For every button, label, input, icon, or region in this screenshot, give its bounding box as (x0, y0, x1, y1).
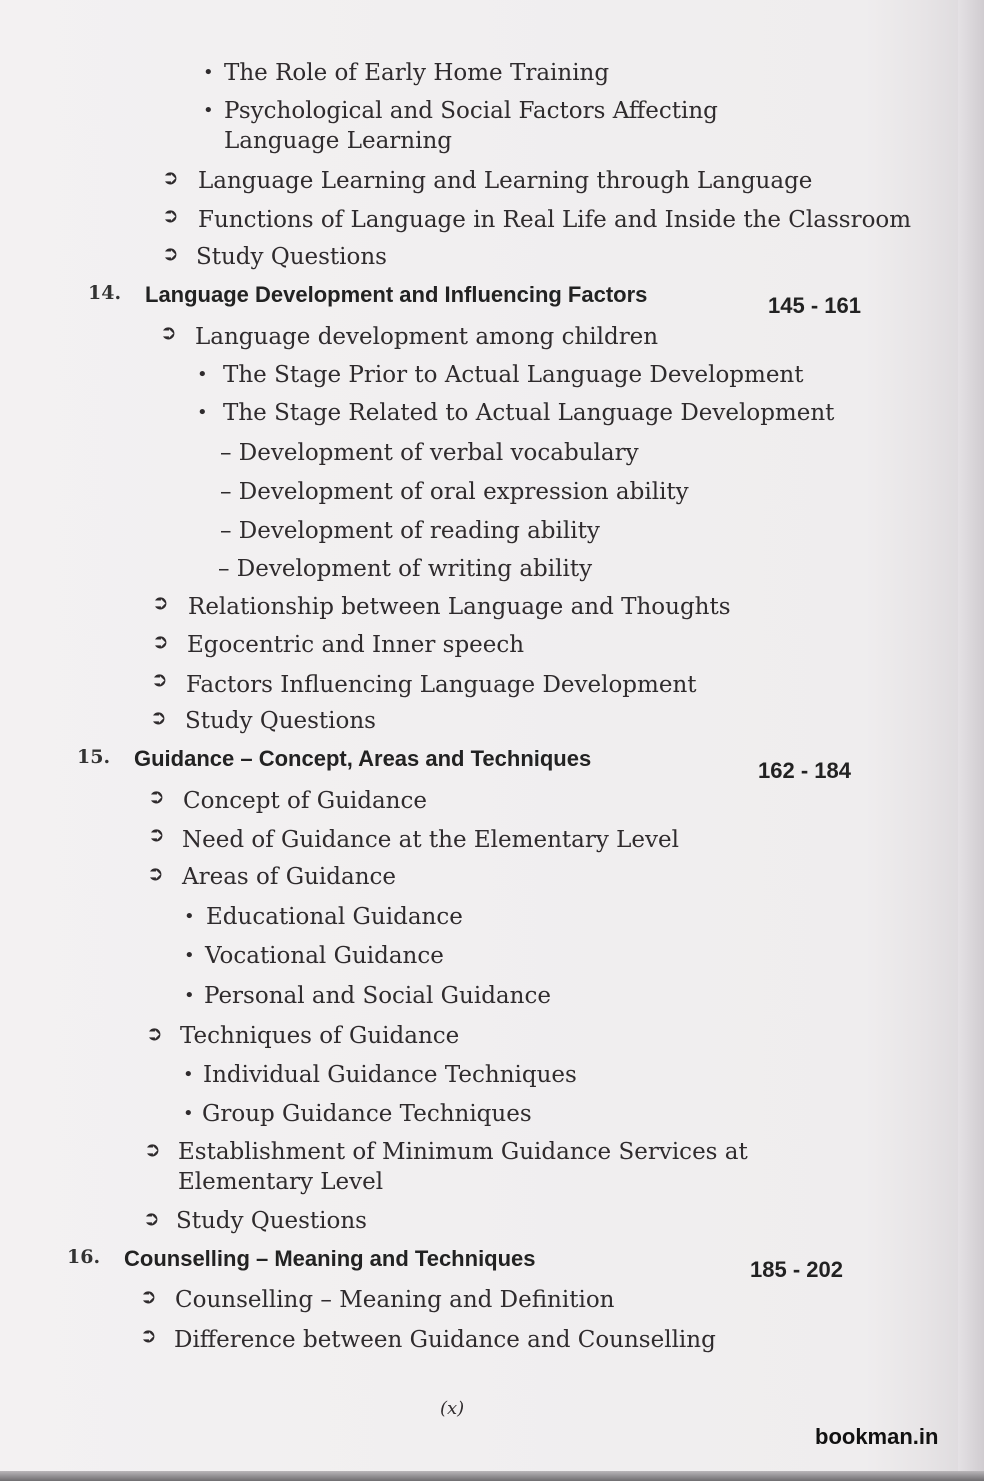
toc-subitem: Vocational Guidance (205, 943, 444, 969)
toc-subitem: The Role of Early Home Training (224, 60, 610, 86)
toc-item: Relationship between Language and Thoughts (188, 594, 731, 620)
chapter-pages: 162 - 184 (758, 758, 851, 783)
toc-subitem: The Stage Related to Actual Language Development (223, 400, 835, 426)
toc-item: Study Questions (176, 1208, 367, 1234)
arrow-bullet-icon: ➲ (150, 705, 167, 729)
toc-item: Language development among children (195, 324, 659, 350)
bullet-icon: • (203, 62, 214, 83)
toc-subitem: Psychological and Social Factors Affecting Language Learning (224, 98, 718, 154)
arrow-bullet-icon: ➲ (143, 1206, 160, 1230)
toc-item: Areas of Guidance (182, 864, 396, 890)
watermark-text: bookman.in (815, 1424, 939, 1449)
arrow-bullet-icon: ➲ (147, 861, 164, 885)
arrow-bullet-icon: ➲ (152, 629, 169, 653)
toc-item: Factors Influencing Language Development (186, 672, 697, 698)
arrow-bullet-icon: ➲ (151, 667, 168, 691)
toc-subsubitem: – Development of writing ability (218, 556, 593, 582)
bullet-icon: • (184, 906, 195, 927)
bullet-icon: • (183, 1103, 194, 1124)
page-bottom-edge (0, 1471, 984, 1481)
bullet-icon: • (183, 1064, 194, 1085)
bullet-icon: • (184, 945, 195, 966)
toc-item: Study Questions (196, 244, 387, 270)
arrow-bullet-icon: ➲ (162, 241, 179, 265)
arrow-bullet-icon: ➲ (148, 784, 165, 808)
bullet-icon: • (197, 364, 208, 385)
book-spine-shadow (958, 0, 984, 1481)
arrow-bullet-icon: ➲ (148, 822, 165, 846)
arrow-bullet-icon: ➲ (140, 1284, 157, 1308)
chapter-pages: 185 - 202 (750, 1257, 843, 1282)
arrow-bullet-icon: ➲ (152, 590, 169, 614)
toc-item: Language Learning and Learning through Language (198, 168, 813, 194)
bullet-icon: • (197, 402, 208, 423)
toc-item: Functions of Language in Real Life and Inside the Classroom (198, 207, 912, 233)
toc-subitem: Personal and Social Guidance (204, 983, 551, 1009)
page-number: (x) (440, 1398, 465, 1419)
toc-item: Concept of Guidance (183, 788, 427, 814)
arrow-bullet-icon: ➲ (162, 165, 179, 189)
arrow-bullet-icon: ➲ (140, 1323, 157, 1347)
toc-item: Techniques of Guidance (180, 1023, 460, 1049)
chapter-pages: 145 - 161 (768, 293, 861, 318)
toc-item: Need of Guidance at the Elementary Level (182, 827, 679, 853)
chapter-number: 16. (67, 1246, 101, 1268)
toc-item: Counselling – Meaning and Definition (175, 1287, 615, 1313)
toc-subitem: The Stage Prior to Actual Language Development (223, 362, 804, 388)
bullet-icon: • (203, 100, 214, 121)
toc-item: Egocentric and Inner speech (187, 632, 525, 658)
toc-item: Study Questions (185, 708, 376, 734)
toc-subitem: Group Guidance Techniques (202, 1101, 532, 1127)
toc-subsubitem: – Development of reading ability (220, 518, 600, 544)
arrow-bullet-icon: ➲ (146, 1021, 163, 1045)
arrow-bullet-icon: ➲ (144, 1137, 161, 1161)
toc-subsubitem: – Development of oral expression ability (220, 479, 689, 505)
toc-item: Establishment of Minimum Guidance Services at Elementary Level (178, 1139, 748, 1195)
toc-subsubitem: – Development of verbal vocabulary (220, 440, 639, 466)
toc-subitem: Educational Guidance (206, 904, 463, 930)
chapter-title: Counselling – Meaning and Techniques (124, 1246, 536, 1271)
chapter-number: 15. (77, 746, 111, 768)
toc-subitem: Individual Guidance Techniques (203, 1062, 577, 1088)
arrow-bullet-icon: ➲ (162, 203, 179, 227)
toc-item: Difference between Guidance and Counselling (174, 1327, 716, 1353)
bullet-icon: • (184, 985, 195, 1006)
arrow-bullet-icon: ➲ (160, 320, 177, 344)
chapter-number: 14. (88, 282, 122, 304)
chapter-title: Language Development and Influencing Factors (145, 282, 648, 307)
chapter-title: Guidance – Concept, Areas and Techniques (134, 746, 592, 771)
